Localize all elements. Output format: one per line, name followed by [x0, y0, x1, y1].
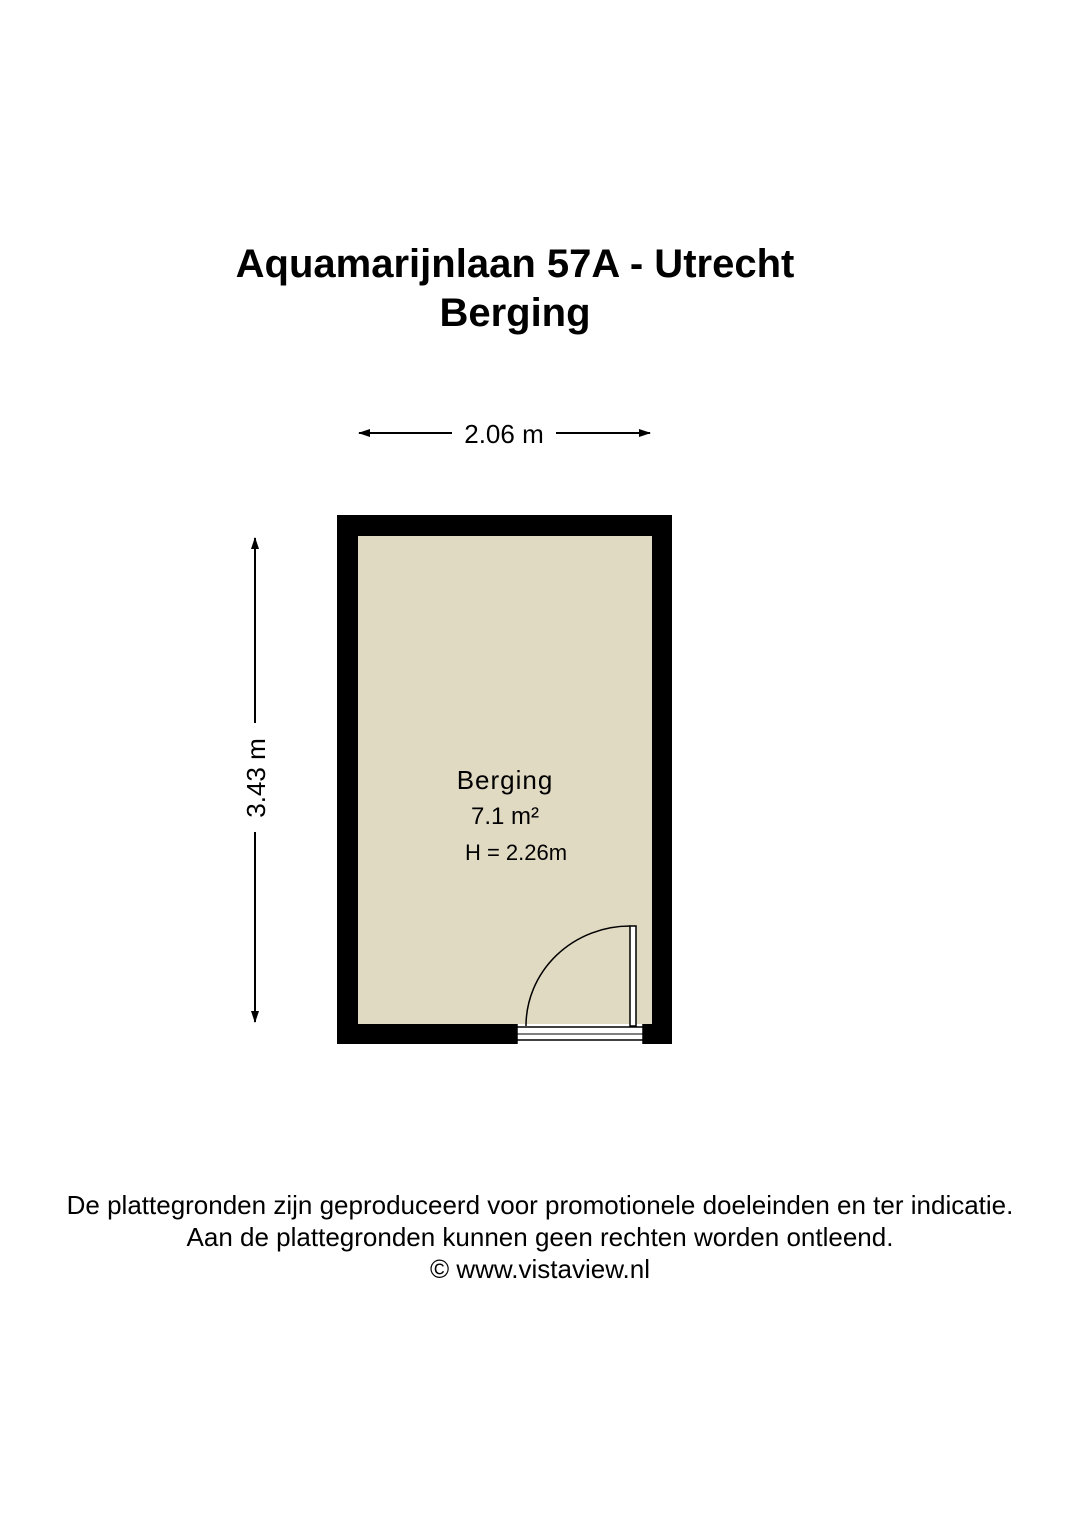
disclaimer-line: De plattegronden zijn geproduceerd voor promotionele doeleinden en ter indicatie.: [66, 1190, 1014, 1220]
width-dimension: [359, 419, 650, 449]
room-ceiling-height-label: H = 2.26m: [464, 840, 568, 865]
door-leaf: [630, 926, 636, 1026]
copyright-line: © www.vistaview.nl: [430, 1254, 650, 1284]
plan-title-floor: Berging: [439, 291, 591, 335]
disclaimer-line: Aan de plattegronden kunnen geen rechten worden ontleend.: [186, 1222, 894, 1252]
height-dimension: [241, 538, 271, 1022]
room-name-label: Berging: [456, 765, 554, 795]
height-label: 3.43 m: [241, 738, 271, 818]
width-label: 2.06 m: [464, 419, 544, 449]
plan-title-address: Aquamarijnlaan 57A - Utrecht: [235, 242, 795, 286]
room-area-label: 7.1 m²: [470, 803, 540, 830]
